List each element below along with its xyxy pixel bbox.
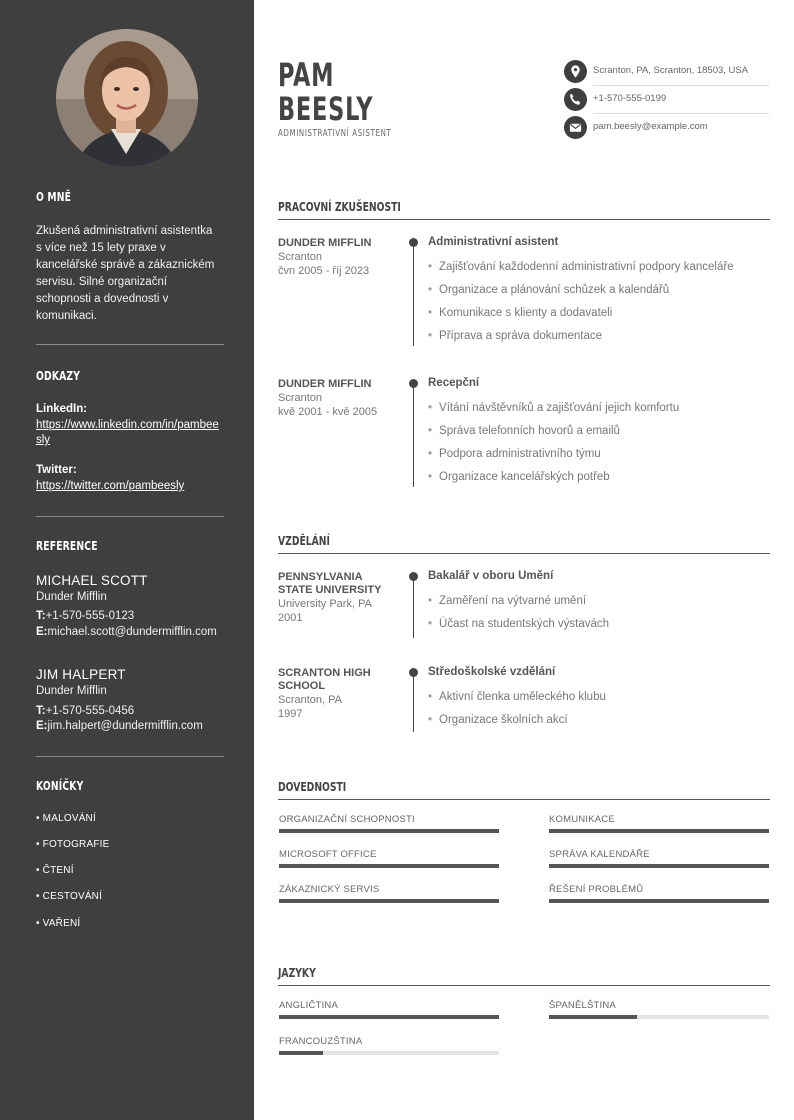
section-rule	[278, 985, 770, 986]
email-text: pam.beesly@example.com	[593, 121, 708, 132]
timeline-line	[413, 242, 414, 346]
language-bar	[549, 1015, 769, 1019]
education-bullet: • Zaměření na výtvarné umění	[428, 595, 586, 607]
language-bar	[279, 1051, 499, 1055]
education-org: PENNSYLVANIA	[278, 571, 363, 583]
avatar	[56, 29, 198, 167]
reference-phone-row	[36, 704, 220, 719]
skill-name: ZÁKAZNICKÝ SERVIS	[279, 884, 380, 895]
experience-location: Scranton	[278, 392, 323, 404]
experience-dates: kvě 2001 - kvě 2005	[278, 406, 378, 418]
last-name: BEESLY	[278, 90, 374, 128]
hobby-item: • FOTOGRAFIE	[36, 839, 110, 850]
timeline-line	[413, 383, 414, 487]
experience-bullet: • Vítání návštěvníků a zajišťování jejich komfortu	[428, 402, 679, 414]
experience-heading: PRACOVNÍ ZKUŠENOSTI	[278, 199, 401, 214]
education-degree: Středoškolské vzdělání	[428, 666, 556, 678]
experience-dates: čvn 2005 - říj 2023	[278, 265, 370, 277]
language-bar-fill	[279, 1015, 499, 1019]
divider	[36, 344, 224, 345]
reference-email-row	[36, 719, 220, 734]
language-item	[279, 1000, 499, 1019]
education-bullet: • Účast na studentských výstavách	[428, 618, 609, 630]
education-year: 2001	[278, 612, 303, 624]
language-name: ANGLIČTINA	[279, 1000, 339, 1011]
experience-bullet: • Zajišťování každodenní administrativní podpory kanceláře	[428, 261, 734, 273]
language-item	[549, 1000, 769, 1019]
skill-bar-fill	[279, 899, 499, 903]
experience-bullet: • Komunikace s klienty a dodavateli	[428, 307, 612, 319]
email-label: E:	[36, 626, 48, 638]
section-rule	[278, 553, 770, 554]
about-heading: O MNĚ	[36, 189, 72, 204]
skill-bar	[549, 864, 769, 868]
language-name: ŠPANĚLŠTINA	[549, 1000, 616, 1011]
reference-email-row	[36, 625, 220, 640]
phone-icon	[564, 88, 587, 111]
hobby-item: • VAŘENÍ	[36, 918, 81, 929]
experience-location: Scranton	[278, 251, 323, 263]
education-location: University Park, PA	[278, 598, 372, 610]
education-org: SCRANTON HIGH	[278, 667, 371, 679]
education-location: Scranton, PA	[278, 694, 342, 706]
reference-phone-row	[36, 609, 220, 624]
experience-role: Administrativní asistent	[428, 236, 559, 248]
languages-heading: JAZYKY	[278, 965, 316, 980]
skill-name: KOMUNIKACE	[549, 814, 615, 825]
reference-name: MICHAEL SCOTT	[36, 573, 148, 588]
divider	[36, 756, 224, 757]
address-text: Scranton, PA, Scranton, 18503, USA	[593, 65, 749, 76]
education-year: 1997	[278, 708, 303, 720]
reference-company: Dunder Mifflin	[36, 591, 107, 603]
experience-bullet: • Příprava a správa dokumentace	[428, 330, 602, 342]
experience-org: DUNDER MIFFLIN	[278, 378, 372, 390]
experience-bullet: • Organizace a plánování schůzek a kalendářů	[428, 284, 669, 296]
email-label: E:	[36, 720, 48, 732]
skill-item	[279, 814, 499, 833]
experience-bullet: • Podpora administrativního týmu	[428, 448, 601, 460]
section-rule	[278, 799, 770, 800]
education-bullet: • Organizace školních akcí	[428, 714, 568, 726]
about-text: Zkušená administrativní asistentka s více než 15 lety praxe v kancelářské správě a zákaznickém servisu. Silné organizační schopnosti a dovednosti v komunikaci.	[36, 225, 215, 322]
skill-bar-fill	[549, 864, 769, 868]
language-bar	[279, 1015, 499, 1019]
profile-photo	[56, 29, 198, 167]
reference-company: Dunder Mifflin	[36, 685, 107, 697]
references-heading: REFERENCE	[36, 538, 98, 553]
skill-bar-fill	[279, 829, 499, 833]
sidebar	[0, 0, 254, 1120]
reference-name: JIM HALPERT	[36, 667, 126, 682]
skill-item	[549, 814, 769, 833]
links-heading: ODKAZY	[36, 368, 81, 383]
education-degree: Bakalář v oboru Umění	[428, 570, 554, 582]
experience-role: Recepční	[428, 377, 480, 389]
skill-bar	[549, 829, 769, 833]
timeline-line	[413, 672, 414, 732]
language-item	[279, 1036, 499, 1055]
skill-bar	[549, 899, 769, 903]
twitter-label: Twitter:	[36, 464, 77, 476]
language-bar-fill	[549, 1015, 637, 1019]
reference-phone: +1-570-555-0456	[45, 705, 135, 717]
hobby-item: • MALOVÁNÍ	[36, 813, 96, 824]
skill-name: MICROSOFT OFFICE	[279, 849, 377, 860]
experience-bullet: • Organizace kancelářských potřeb	[428, 471, 610, 483]
skill-name: ŘEŠENÍ PROBLÉMŮ	[549, 884, 644, 895]
skill-item	[279, 884, 499, 903]
skills-heading: DOVEDNOSTI	[278, 779, 347, 794]
reference-phone: +1-570-555-0123	[45, 610, 135, 622]
phone-label: T:	[36, 610, 46, 622]
location-pin-icon	[564, 60, 587, 83]
skill-name: SPRÁVA KALENDÁŘE	[549, 849, 650, 860]
language-name: FRANCOUZŠTINA	[279, 1036, 363, 1047]
skill-bar-fill	[549, 829, 769, 833]
twitter-link[interactable]: https://twitter.com/pambeesly	[36, 480, 185, 492]
skill-item	[279, 849, 499, 868]
linkedin-label: LinkedIn:	[36, 403, 88, 415]
skill-bar-fill	[279, 864, 499, 868]
education-org: STATE UNIVERSITY	[278, 584, 382, 596]
phone-label: T:	[36, 705, 46, 717]
skill-bar	[279, 899, 499, 903]
contact-email	[564, 114, 769, 142]
phone-text: +1-570-555-0199	[593, 93, 667, 104]
skill-bar	[279, 864, 499, 868]
language-bar-fill	[279, 1051, 323, 1055]
skill-bar	[279, 829, 499, 833]
education-bullet: • Aktivní členka uměleckého klubu	[428, 691, 606, 703]
section-rule	[278, 219, 770, 220]
first-name: PAM	[278, 56, 335, 94]
divider	[36, 516, 224, 517]
reference-email: jim.halpert@dundermifflin.com	[47, 720, 203, 732]
skill-bar-fill	[549, 899, 769, 903]
experience-bullet: • Správa telefonních hovorů a emailů	[428, 425, 620, 437]
reference-email: michael.scott@dundermifflin.com	[47, 626, 217, 638]
timeline-line	[413, 576, 414, 638]
education-heading: VZDĚLÁNÍ	[278, 533, 330, 548]
linkedin-link[interactable]: https://www.linkedin.com/in/pambeesly	[36, 419, 219, 446]
experience-org: DUNDER MIFFLIN	[278, 237, 372, 249]
email-icon	[564, 116, 587, 139]
education-org: SCHOOL	[278, 680, 326, 692]
hobby-item: • ČTENÍ	[36, 865, 74, 876]
skill-name: ORGANIZAČNÍ SCHOPNOSTI	[279, 814, 415, 825]
job-title: ADMINISTRATIVNÍ ASISTENT	[278, 128, 392, 139]
contact-phone	[564, 86, 769, 114]
skill-item	[549, 849, 769, 868]
skill-item	[549, 884, 769, 903]
contact-address	[564, 58, 769, 86]
hobbies-heading: KONÍČKY	[36, 778, 84, 793]
hobby-item: • CESTOVÁNÍ	[36, 891, 103, 902]
